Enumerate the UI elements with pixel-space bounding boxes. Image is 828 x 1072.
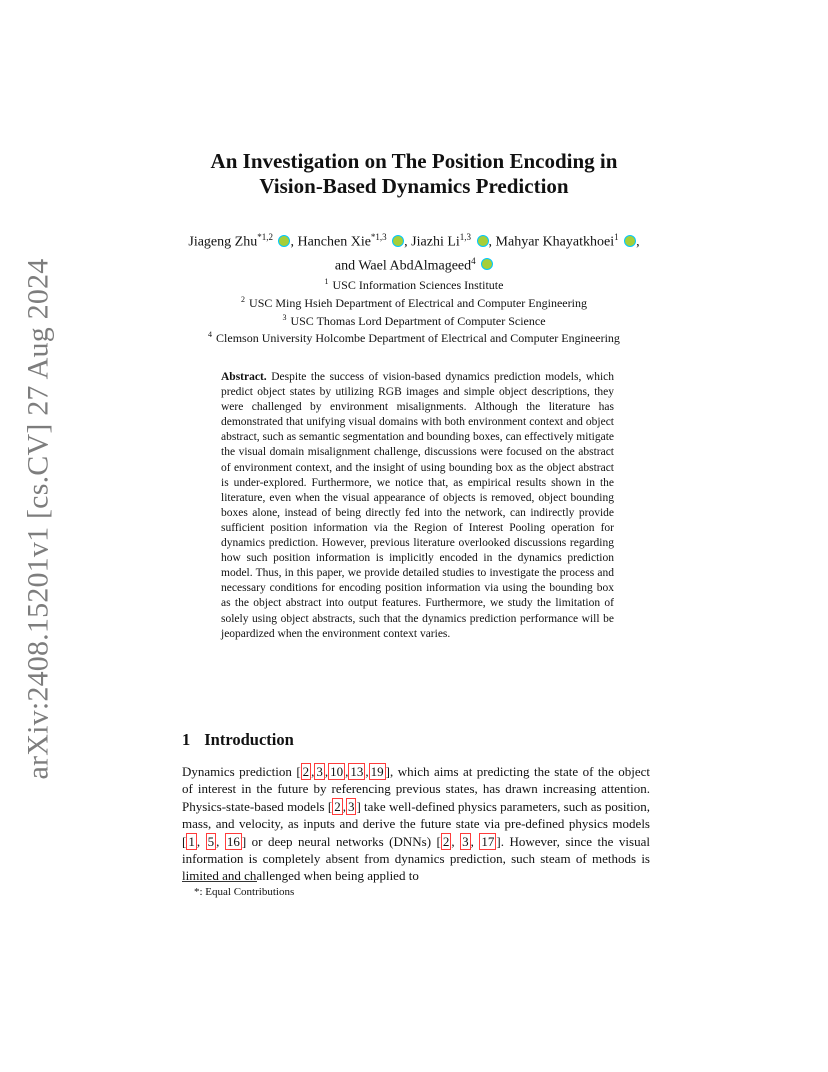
intro-text: ]. However, since the visual information is completely absent from dynamics prediction, such steam of methods is limited and challenged when being applied to — [182, 833, 650, 884]
citation-link[interactable]: 16 — [226, 833, 240, 849]
abstract-label: Abstract. — [221, 371, 267, 383]
affiliation-num: 2 — [241, 294, 246, 304]
affiliation-list — [0, 275, 828, 346]
title-line-1: An Investigation on The Position Encoding in — [210, 149, 618, 173]
citation-link[interactable]: 3 — [347, 798, 355, 814]
intro-text: Dynamics prediction [ — [182, 764, 301, 779]
author-name: Jiazhi Li — [411, 234, 460, 250]
author-and: and — [334, 258, 356, 274]
orcid-icon[interactable] — [392, 235, 404, 247]
affiliation-text: USC Ming Hsieh Department of Electrical and Computer Engineering — [249, 295, 587, 310]
footnote-rule — [182, 881, 257, 882]
citation-link[interactable]: 2 — [302, 764, 310, 779]
intro-text: ] take well-defined physics parameters, such as position, mass, and velocity, as inputs and derive the future state via pre-defined physics models [ — [182, 798, 650, 849]
intro-text: ], which aims at predicting the state of the object of interest in the future by referencing previous states, has drawn increasing attention. Physics-state-based models [ — [182, 764, 650, 814]
author-name: Wael AbdAlmageed — [358, 258, 472, 274]
orcid-icon[interactable] — [481, 258, 493, 270]
arxiv-stamp: arXiv:2408.15201v1 [cs.CV] 27 Aug 2024 — [21, 258, 54, 779]
author-line-1: Jiageng Zhu$^{*1,2}$ , Hanchen Xie$^{*1,3}$ , Jiazhi Li$^{1,3}$ , Mahyar Khayatkhoei$^1$ , — [188, 232, 640, 250]
citation-link[interactable]: 3 — [462, 833, 469, 849]
affiliation-num: 1 — [324, 277, 329, 286]
citation-link[interactable]: 5 — [207, 833, 215, 849]
affiliation-text: Clemson University Holcombe Department of Electrical and Computer Engineering — [216, 331, 620, 346]
arxiv-stamp-container — [20, 258, 56, 779]
orcid-icon[interactable] — [624, 235, 636, 247]
section-number: 1 — [182, 730, 191, 749]
affiliation-text: USC Thomas Lord Department of Computer Science — [290, 313, 546, 328]
affiliation-num: 3 — [282, 312, 287, 322]
citation-link[interactable]: 17 — [481, 833, 495, 849]
citation-link[interactable]: 10 — [330, 764, 344, 779]
abstract — [221, 370, 614, 642]
author-list — [0, 228, 828, 275]
affiliation — [0, 311, 828, 329]
section-title: Introduction — [204, 730, 294, 749]
affiliation — [0, 328, 828, 346]
author-sup: *1,2 — [257, 232, 273, 242]
author-name: Jiageng Zhu — [188, 234, 258, 250]
affiliation-text: USC Information Sciences Institute — [332, 278, 504, 292]
author-sup: 4 — [471, 255, 476, 266]
title-line-2: Vision-Based Dynamics Prediction — [259, 174, 569, 198]
author-sup: *1,3 — [370, 232, 387, 242]
intro-text: ] or deep neural networks (DNNs) [ — [241, 833, 441, 849]
author-name: Mahyar Khayatkhoei — [495, 234, 615, 250]
affiliation — [0, 293, 828, 311]
affiliation-num: 4 — [208, 330, 213, 340]
author-line-2 — [0, 252, 828, 276]
paper-title — [0, 149, 828, 199]
author-name: Hanchen Xie — [297, 234, 371, 250]
citation-link[interactable]: 1 — [188, 833, 195, 849]
orcid-icon[interactable] — [278, 235, 290, 247]
citation-link[interactable]: 2 — [442, 833, 450, 849]
intro-paragraph: Dynamics prediction [ 2 , 3 , 10 , 13 , 19 ], which aims at predicting the state of the object of interest in the future by referencing previous states, has drawn increasing attention. Physics-state-based models [ 2 , 3 ] take well-defined physics parameters, such as position, mass, and velocity, as inputs and derive the future state via pre-defined physics models [ 1 , 5 , 16 ] or deep neural networks (DNNs) [ 2 , 3 , 17 ]. However, since the visual information is completely absent from dynamics prediction, such steam of methods is limited and challenged when being applied to — [182, 764, 650, 884]
author-sup: 1 — [614, 232, 619, 242]
affiliation — [0, 275, 828, 293]
abstract-text: Despite the success of vision-based dynamics prediction models, which predict object states by utilizing RGB images and simple object descriptions, they were challenged by environment misalignments. Although the literature has demonstrated that unifying visual domains with both environment context and object abstract, such as semantic segmentation and bounding boxes, can effectively mitigate the visual domain misalignment challenge, discussions were focused on the abstract of environment context, and the insight of using bounding box as the object abstract is under-explored. Furthermore, we notice that, as empirical results shown in the literature, even when the visual appearance of objects is removed, object bounding boxes alone, instead of being directly fed into the network, can indirectly provide sufficient position information via the Region of Interest Pooling operation for dynamics prediction. However, previous literature overlooked discussions regarding how such position information is implicitly encoded in the dynamics prediction model. Thus, in this paper, we provide detailed studies to investigate the process and necessary conditions for encoding position information via using the bounding box as the object abstract into output features. Furthermore, we study the limitation of solely using object abstracts, such that the dynamics prediction performance will be jeopardized when the environment context varies. — [221, 371, 614, 640]
footnote: *: Equal Contributions — [194, 886, 295, 898]
citation-link[interactable]: 13 — [350, 764, 364, 779]
author-sup: 1,3 — [459, 232, 472, 242]
citation-link[interactable]: 2 — [334, 798, 341, 814]
orcid-icon[interactable] — [477, 235, 489, 247]
citation-link[interactable]: 3 — [316, 764, 323, 779]
citation-link[interactable]: 19 — [370, 764, 384, 779]
section-heading — [182, 730, 294, 750]
